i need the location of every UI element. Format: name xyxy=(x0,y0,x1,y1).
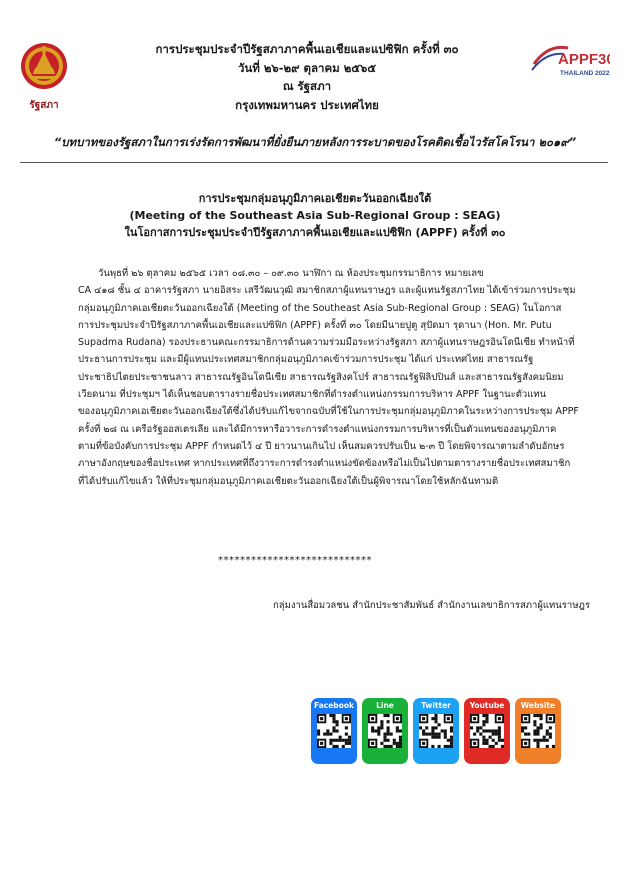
website-qr-card[interactable] xyxy=(515,698,561,764)
body-line: ตามที่ข้อบังคับการประชุม APPF กำหนดไว้ ๔ ปี ยาวนานเกินไป เห็นสมควรปรับเป็น ๒-๓ ปี โดยพิจารณาตามลำดับอักษร xyxy=(78,440,565,452)
body-line: ที่ได้ปรับแก้ไขแล้ว ให้ที่ประชุมกลุ่มอนุภูมิภาคเอเชียตะวันออกเฉียงใต้เป็นผู้พิจารณาโดยใช้หลักฉันทามติ xyxy=(78,475,499,487)
emblem-caption: รัฐสภา xyxy=(29,100,59,111)
header-line-conference: การประชุมประจำปีรัฐสภาภาคพื้นเอเชียและแปซิฟิก ครั้งที่ ๓๐ xyxy=(155,42,459,56)
card-label: Website xyxy=(520,701,556,710)
qr-code-icon xyxy=(521,714,555,748)
header-line-dates: วันที่ ๒๖-๒๙ ตุลาคม ๒๕๖๕ xyxy=(237,60,377,75)
appf-logo-sub: THAILAND 2022 xyxy=(560,70,610,77)
body-line: ครั้งที่ ๒๘ ณ เครือรัฐออสเตรเลีย และได้มีการหารือวาระการดำรงตำแหน่งกรรมการบริหารที่เป็นตัวแทนของอนุภูมิภาค xyxy=(78,423,557,435)
body-line: เวียดนาม ที่ประชุมฯ ได้เห็นชอบตารางรายชื่อประเทศสมาชิกที่ดำรงตำแหน่งกรรมการบริหาร APPF ในฐานะตัวแทน xyxy=(78,389,547,401)
press-office-signoff: กลุ่มงานสื่อมวลชน สำนักประชาสัมพันธ์ สำนักงานเลขาธิการสภาผู้แทนราษฎร xyxy=(273,600,590,611)
qr-code-icon xyxy=(419,714,453,748)
meeting-title-occasion: ในโอกาสการประชุมประจำปีรัฐสภาภาคพื้นเอเชียและแปซิฟิก (APPF) ครั้งที่ ๓๐ xyxy=(124,226,506,239)
appf30-logo xyxy=(528,42,610,86)
parliament-emblem-icon xyxy=(20,40,68,102)
body-line: การประชุมประจำปีรัฐสภาภาคพื้นเอเชียและแปซิฟิก (APPF) ครั้งที่ ๓๐ โดยมีนายปูตู สุปัดมา รุดานา (Hon. Mr. Putu xyxy=(78,319,552,331)
card-label: Facebook xyxy=(314,701,354,710)
header-line-city: กรุงเทพมหานคร ประเทศไทย xyxy=(235,97,379,112)
card-label: Youtube xyxy=(469,701,505,710)
meeting-title-english: (Meeting of the Southeast Asia Sub-Regional Group : SEAG) xyxy=(129,209,501,222)
body-line: CA ๔๑๘ ชั้น ๔ อาคารรัฐสภา นายอิสระ เสรีวัฒนวุฒิ สมาชิกสภาผู้แทนราษฎร และผู้แทนรัฐสภาไทย ได้เข้าร่วมการประชุม xyxy=(78,285,576,297)
youtube-qr-card[interactable] xyxy=(464,698,510,764)
header-block xyxy=(92,40,522,114)
body-line: ภาษาอังกฤษของชื่อประเทศ หากประเทศที่ถึงวาระการดำรงตำแหน่งขัดข้องหรือไม่เป็นไปตามตารางรายชื่อประเทศสมาชิก xyxy=(78,458,571,470)
line-qr-card[interactable] xyxy=(362,698,408,764)
card-label: Twitter xyxy=(421,701,451,710)
body-line: Supadma Rudana) รองประธานคณะกรรมาธิการด้านความร่วมมือระหว่างรัฐสภา สภาผู้แทนราษฎรอินโดนีเซีย ทำหน้าที่ xyxy=(78,337,575,349)
qr-code-icon xyxy=(317,714,351,748)
body-paragraph xyxy=(78,265,579,490)
twitter-qr-card[interactable] xyxy=(413,698,459,764)
body-line: ประธานการประชุม และมีผู้แทนประเทศสมาชิกกลุ่มอนุภูมิภาคเข้าร่วมการประชุม ได้แก่ ประเทศไทย สาธารณรัฐ xyxy=(78,354,534,366)
header-line-venue: ณ รัฐสภา xyxy=(282,79,332,93)
body-line: กลุ่มอนุภูมิภาคเอเชียตะวันออกเฉียงใต้ (Meeting of the Southeast Asia Sub-Regional Group : SEAG) ในโอกาส xyxy=(78,302,562,314)
qr-code-icon xyxy=(470,714,504,748)
appf-logo-text: APPF30 xyxy=(558,51,610,68)
header-divider xyxy=(20,162,608,163)
body-line: วันพุธที่ ๒๖ ตุลาคม ๒๕๖๕ เวลา ๐๘.๓๐ – ๐๙.๓๐ นาฬิกา ณ ห้องประชุมกรรมาธิการ หมายเลข xyxy=(98,268,484,279)
meeting-title-block xyxy=(40,190,590,241)
social-qr-cards xyxy=(311,698,611,768)
body-line: ของอนุภูมิภาคเอเชียตะวันออกเฉียงใต้ซึ่งได้ปรับแก้ไขจากฉบับที่ใช้ในการประชุมกลุ่มอนุภูมิภาคในระหว่างการประชุม APPF xyxy=(78,406,579,418)
conference-theme: “บทบาทของรัฐสภาในการเร่งรัดการพัฒนาที่ยั่งยืนภายหลังการระบาดของโรคติดเชื้อไวรัสโคโรนา ๒๐๑๙” xyxy=(53,135,577,149)
card-label: Line xyxy=(376,701,394,710)
separator-stars: **************************** xyxy=(218,555,372,566)
facebook-qr-card[interactable] xyxy=(311,698,357,764)
body-line: ประชาธิปไตยประชาชนลาว สาธารณรัฐอินโดนีเซีย สาธารณรัฐสิงคโปร์ สาธารณรัฐฟิลิปปินส์ และสาธารณรัฐสังคมนิยม xyxy=(78,371,564,383)
qr-code-icon xyxy=(368,714,402,748)
meeting-title-thai: การประชุมกลุ่มอนุภูมิภาคเอเชียตะวันออกเฉียงใต้ xyxy=(198,192,432,205)
